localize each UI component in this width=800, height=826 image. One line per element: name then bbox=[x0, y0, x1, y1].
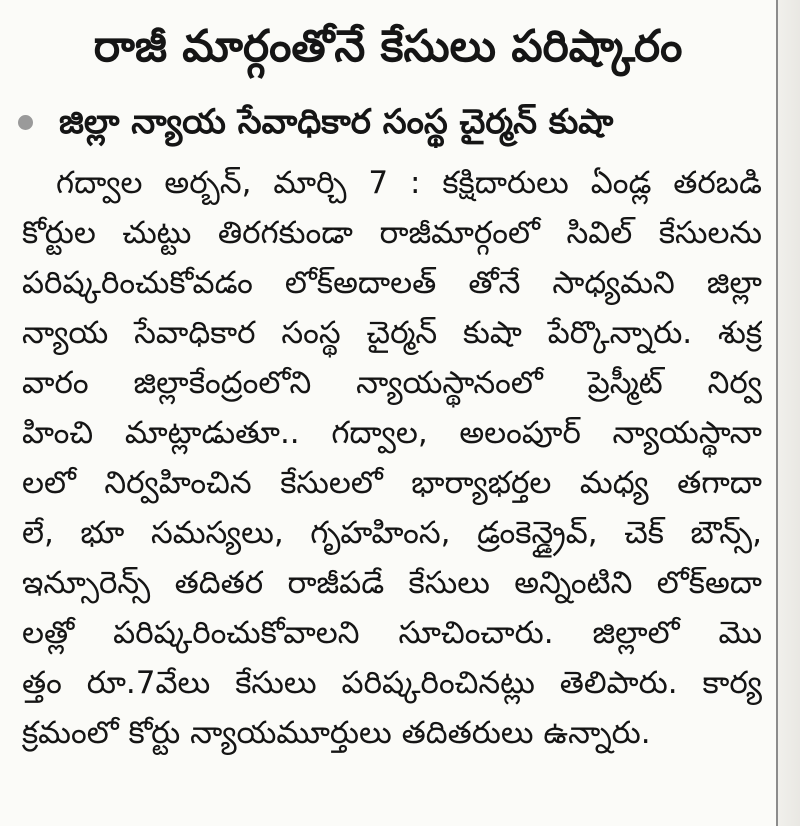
article-line: వారం జిల్లాకేంద్రంలోని న్యాయస్థానంలో ప్రెస్మీట్ నిర్వ bbox=[22, 365, 762, 401]
article-line: న్యాయ సేవాధికార సంస్థ చైర్మన్ కుషా పేర్కొన్నారు. శుక్ర bbox=[22, 315, 762, 351]
subheading-row bbox=[18, 96, 768, 148]
headline: రాజీ మార్గంతోనే కేసులు పరిష్కారం bbox=[93, 21, 683, 72]
subheading: జిల్లా న్యాయ సేవాధికార సంస్థ చైర్మన్ కుషా bbox=[59, 102, 614, 142]
bullet-icon bbox=[18, 115, 33, 130]
article-line: హించి మాట్లాడుతూ.. గద్వాల, అలంపూర్ న్యాయస్థానా bbox=[22, 415, 762, 451]
article-line: గద్వాల అర్బన్, మార్చి 7 : కక్షిదారులు ఏండ్ల తరబడి bbox=[56, 165, 762, 201]
article-line: లత్లో పరిష్కరించుకోవాలని సూచించారు. జిల్లాలో మొ bbox=[22, 615, 762, 651]
article-line: త్తం రూ.7వేలు కేసులు పరిష్కరించినట్లు తెలిపారు. కార్య bbox=[22, 665, 762, 701]
adjacent-column-edge bbox=[778, 0, 800, 826]
article-line: క్రమంలో కోర్టు న్యాయమూర్తులు తదితరులు ఉన్నారు. bbox=[22, 715, 651, 751]
article-line: లలో నిర్వహించిన కేసులలో భార్యాభర్తల మధ్య తగాదా bbox=[22, 465, 762, 501]
article-line: లే, భూ సమస్యలు, గృహహింస, డ్రంకెన్డ్రైవ్, చెక్ బౌన్స్, bbox=[22, 515, 762, 551]
article-body bbox=[22, 158, 762, 758]
article-line: ఇన్సూరెన్స్ తదితర రాజీపడే కేసులు అన్నింటిని లోక్అదా bbox=[22, 565, 762, 601]
article-line: పరిష్కరించుకోవడం లోక్అదాలత్ తోనే సాధ్యమని జిల్లా bbox=[22, 265, 762, 301]
article-line: కోర్టుల చుట్టు తిరగకుండా రాజీమార్గంలో సివిల్ కేసులను bbox=[22, 215, 762, 251]
